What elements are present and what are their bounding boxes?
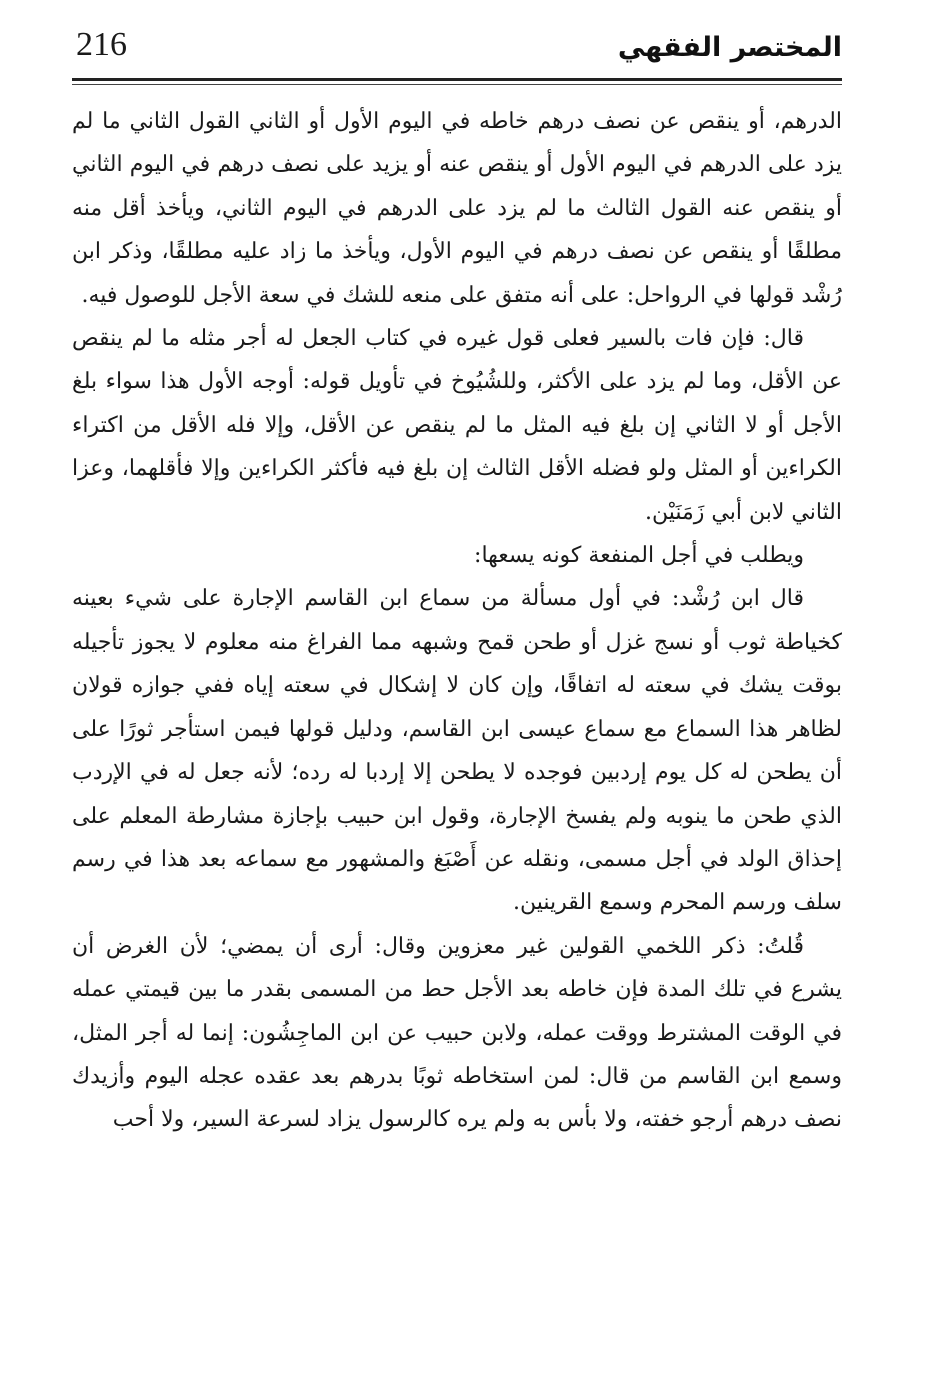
header-rule-thin (72, 84, 842, 85)
header-rule (72, 78, 842, 81)
book-title: المختصر الفقهي (617, 32, 842, 63)
page-number: 216 (76, 26, 127, 63)
paragraph: قال: فإن فات بالسير فعلى قول غيره في كتاب الجعل له أجر مثله ما لم ينقص عن الأقل، وما لم يزد على الأكثر، وللشُيُوخ في تأويل قوله: أوجه الأول هذا سواء بلغ الأجل أو لا الثاني إن بلغ فيه المثل ما لم ينقص عن الأقل، وإلا فله الأقل من اكتراء الكراءين أو المثل ولو فضله الأقل الثالث إن بلغ فيه فأكثر الكراءين وإلا فأقلهما، وعزا الثاني لابن أبي زَمَنَيْن. (72, 326, 842, 525)
paragraph: قال ابن رُشْد: في أول مسألة من سماع ابن القاسم الإجارة على شيء بعينه كخياطة ثوب أو نسج غزل أو طحن قمح وشبهه مما الفراغ منه معلوم لا يجوز تأجيله بوقت يشك في سعته له اتفاقًا، وإن كان لا إشكال في سعته إياه ففي جوازه قولان لظاهر هذا السماع مع سماع عيسى ابن القاسم، ودليل قولها فيمن استأجر ثورًا على أن يطحن له كل يوم إردبين فوجده لا يطحن إلا إردبا له رده؛ لأنه جعل له في الإردب الذي طحن ما ينوبه ولم يفسخ الإجارة، وقول ابن حبيب بإجازة مشارطة المعلم على إحذاق الولد في أجل مسمى، ونقله عن أَصْبَغ والمشهور مع سماعه بعد هذا في رسم سلف ورسم المحرم وسمع القرينين. (72, 586, 842, 916)
body-text (72, 100, 842, 1142)
paragraph: ويطلب في أجل المنفعة كونه يسعها: (474, 543, 804, 569)
paragraph: الدرهم، أو ينقص عن نصف درهم خاطه في اليوم الأول أو الثاني القول الثاني ما لم يزد على الدرهم في اليوم الأول أو ينقص عنه أو يزيد على نصف درهم في اليوم الثاني أو ينقص عنه القول الثالث ما لم يزد على الدرهم في اليوم الثاني، ويأخذ أقل منه مطلقًا أو ينقص عن نصف درهم في اليوم الأول، ويأخذ ما زاد عليه مطلقًا، وذكر ابن رُشْد قولها في الرواحل: على أنه متفق على منعه للشك في سعة الأجل للوصول فيه. (72, 109, 842, 308)
paragraph: قُلتُ: ذكر اللخمي القولين غير معزوين وقال: أرى أن يمضي؛ لأن الغرض أن يشرع في تلك المدة فإن خاطه بعد الأجل حط من المسمى بقدر ما بين قيمتي عمله في الوقت المشترط ووقت عمله، ولابن حبيب عن ابن الماجِشُون: إنما له أجر المثل، وسمع ابن القاسم من قال: لمن استخاطه ثوبًا بدرهم بعد عقده عجله اليوم وأزيدك نصف درهم أرجو خفته، ولا بأس به ولم يره كالرسول يزاد لسرعة السير، ولا أحب (72, 933, 843, 1133)
page-header (72, 22, 842, 82)
book-page (72, 22, 842, 1362)
